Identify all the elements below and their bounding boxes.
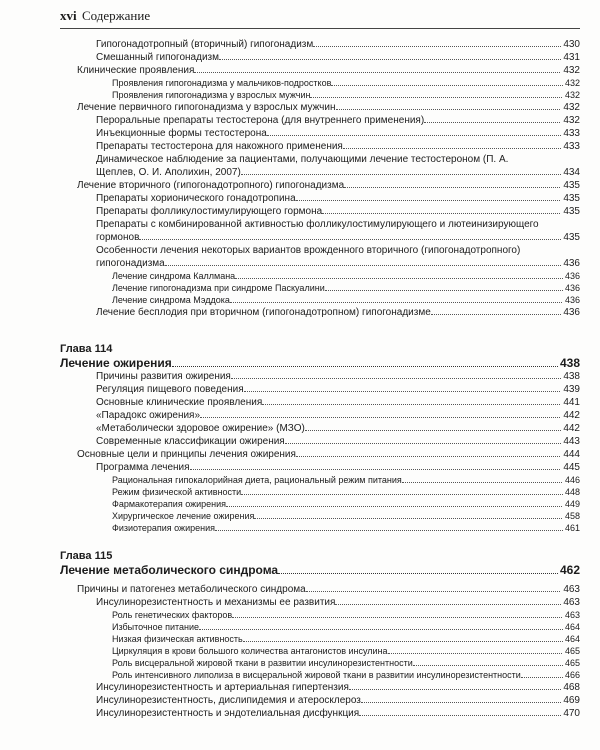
toc-entry-title: Основные цели и принципы лечения ожирения — [77, 449, 296, 460]
toc-entry-page: 466 — [564, 670, 580, 680]
toc-entry-title: Роль генетических факторов — [112, 610, 233, 620]
toc-entry-page: 439 — [563, 384, 580, 395]
chapter-title[interactable] — [60, 356, 580, 370]
toc-entry-page: 431 — [563, 52, 580, 63]
toc-entry-title: Пероральные препараты тестостерона (для внутреннего применения) — [96, 115, 425, 126]
toc-entry-title: «Метаболически здоровое ожирение» (МЗО) — [96, 423, 305, 434]
toc-entry-title: Инсулинорезистентность, дислипидемия и атеросклероз — [96, 695, 361, 706]
toc-entry-title: Причины и патогенез метаболического синдрома — [77, 584, 306, 595]
chapter-page: 462 — [559, 563, 580, 577]
toc-entry[interactable] — [77, 583, 580, 596]
toc-entry-page: 436 — [564, 283, 580, 293]
toc-entry[interactable] — [112, 657, 580, 669]
toc-entry[interactable] — [96, 396, 580, 409]
toc-entry-page: 469 — [563, 695, 580, 706]
toc-entry[interactable] — [96, 409, 580, 422]
toc-entry-page: 445 — [563, 462, 580, 473]
toc-entry-page: 449 — [564, 499, 580, 509]
toc-entry-title: Хирургическое лечение ожирения — [112, 511, 255, 521]
toc-entry-title: Низкая физическая активность — [112, 634, 243, 644]
toc-entry-page: 448 — [564, 487, 580, 497]
toc-entry-page: 430 — [563, 39, 580, 50]
chapter-label: Глава 115 — [60, 550, 113, 562]
toc-entry-page: 446 — [564, 475, 580, 485]
toc-entry-title: Современные классификации ожирения — [96, 436, 285, 447]
toc-entry-page: 432 — [563, 102, 580, 113]
toc-entry[interactable] — [112, 633, 580, 645]
toc-entry-page: 464 — [564, 622, 580, 632]
toc-entry-page: 468 — [563, 682, 580, 693]
chapter-title[interactable] — [60, 563, 580, 577]
toc-entry-page: 436 — [563, 258, 580, 269]
toc-entry-page: 465 — [564, 646, 580, 656]
chapter-label: Глава 114 — [60, 343, 113, 355]
toc-entry[interactable] — [77, 101, 580, 114]
toc-entry-page: 463 — [564, 610, 580, 620]
toc-entry-title: Лечение вторичного (гипогонадотропного) гипогонадизма — [77, 180, 345, 191]
toc-entry[interactable] — [112, 669, 580, 681]
toc-entry-title: Клинические проявления — [77, 65, 195, 76]
toc-entry-title: Лечение синдрома Мэддока — [112, 295, 230, 305]
toc-entry-title: «Парадокс ожирения» — [96, 410, 201, 421]
toc-entry-title: Роль висцеральной жировой ткани в развитии инсулинорезистентности — [112, 658, 413, 668]
toc-entry[interactable] — [96, 370, 580, 383]
toc-entry[interactable] — [96, 140, 580, 153]
toc-entry[interactable] — [112, 474, 580, 486]
toc-entry-title: Регуляция пищевого поведения — [96, 384, 244, 395]
toc-entry-title: Основные клинические проявления — [96, 397, 263, 408]
toc-entry-page: 442 — [563, 423, 580, 434]
page-number: xvi — [60, 8, 77, 23]
toc-entry-title: Избыточное питание — [112, 622, 200, 632]
toc-entry[interactable] — [112, 621, 580, 633]
running-title: Содержание — [82, 8, 151, 23]
toc-entry-page: 432 — [564, 78, 580, 88]
toc-entry[interactable] — [112, 609, 580, 621]
toc-entry[interactable] — [112, 510, 580, 522]
toc-entry-title: Программа лечения — [96, 462, 190, 473]
toc-entry-title: Лечение первичного гипогонадизма у взрослых мужчин — [77, 102, 336, 113]
toc-entry-page: 433 — [563, 141, 580, 152]
toc-entry-title: Рациональная гипокалорийная диета, рациональный режим питания — [112, 475, 402, 485]
toc-entry[interactable] — [96, 153, 580, 179]
toc-entry[interactable] — [96, 306, 580, 319]
toc-entry[interactable] — [96, 461, 580, 474]
toc-entry-page: 458 — [564, 511, 580, 521]
toc-entry[interactable] — [112, 282, 580, 294]
toc-entry[interactable] — [112, 270, 580, 282]
toc-entry[interactable] — [96, 114, 580, 127]
toc-entry[interactable] — [112, 77, 580, 89]
toc-entry[interactable] — [96, 422, 580, 435]
toc-entry[interactable] — [77, 179, 580, 192]
toc-entry-title: Особенности лечения некоторых вариантов врожденного вторичного (гипогонадотропного) гипогонадизма — [96, 244, 546, 270]
toc-entry-title: Смешанный гипогонадизм — [96, 52, 220, 63]
toc-entry[interactable] — [112, 486, 580, 498]
toc-entry[interactable] — [96, 192, 580, 205]
toc-entry-title: Препараты тестостерона для накожного применения — [96, 141, 343, 152]
header-rule — [60, 28, 580, 29]
toc-entry-page: 432 — [563, 115, 580, 126]
toc-entry-page: 464 — [564, 634, 580, 644]
toc-entry-title: Препараты хорионического гонадотропина — [96, 193, 296, 204]
toc-entry[interactable] — [96, 596, 580, 609]
toc-entry-page: 438 — [563, 371, 580, 382]
toc-entry[interactable] — [96, 383, 580, 396]
toc-entry-title: Препараты фолликулостимулирующего гормона — [96, 206, 323, 217]
toc-entry-page: 435 — [563, 193, 580, 204]
toc-entry-page: 470 — [563, 708, 580, 719]
toc-entry[interactable] — [96, 681, 580, 694]
toc-entry-title: Лечение бесплодия при вторичном (гипогонадотропном) гипогонадизме — [96, 307, 431, 318]
toc-entry-title: Проявления гипогонадизма у мальчиков-подростков — [112, 78, 332, 88]
toc-entry-page: 436 — [563, 307, 580, 318]
toc-entry-title: Причины развития ожирения — [96, 371, 231, 382]
toc-entry[interactable] — [96, 244, 580, 270]
toc-entry-page: 441 — [563, 397, 580, 408]
toc-entry[interactable] — [96, 218, 580, 244]
toc-entry-title: Фармакотерапия ожирения — [112, 499, 227, 509]
toc-entry-title: Роль интенсивного липолиза в висцеральной жировой ткани в развитии инсулинорезистентности — [112, 670, 521, 680]
toc-entry[interactable] — [77, 64, 580, 77]
chapter-title-text: Лечение метаболического синдрома — [60, 563, 279, 577]
toc-entry-page: 444 — [563, 449, 580, 460]
toc-entry-title: Лечение гипогонадизма при синдроме Паскуалини — [112, 283, 325, 293]
toc-entry-title: Проявления гипогонадизма у взрослых мужчин — [112, 90, 311, 100]
toc-entry-title: Инъекционные формы тестостерона — [96, 128, 267, 139]
toc-entry[interactable] — [77, 448, 580, 461]
toc-entry-page: 432 — [563, 65, 580, 76]
toc-entry-page: 442 — [563, 410, 580, 421]
toc-entry-title: Физиотерапия ожирения — [112, 523, 215, 533]
toc-entry-title: Препараты с комбинированной активностью фолликулостимулирующего и лютеинизирующего гормонов — [96, 218, 546, 244]
toc-entry-page: 435 — [563, 232, 580, 243]
toc-entry-page: 461 — [564, 523, 580, 533]
toc-entry-title: Гипогонадотропный (вторичный) гипогонадизм — [96, 39, 314, 50]
toc-entry-title: Инсулинорезистентность и механизмы ее развития — [96, 597, 336, 608]
toc-entry-page: 435 — [563, 180, 580, 191]
toc-entry-page: 436 — [564, 271, 580, 281]
toc-entry-page: 435 — [563, 206, 580, 217]
chapter-title-text: Лечение ожирения — [60, 356, 172, 370]
page-header — [60, 8, 580, 30]
toc-entry[interactable] — [96, 38, 580, 51]
toc-entry-page: 434 — [563, 167, 580, 178]
toc-entry[interactable] — [96, 694, 580, 707]
toc-entry[interactable] — [96, 51, 580, 64]
toc-entry[interactable] — [112, 294, 580, 306]
toc-entry-title: Инсулинорезистентность и артериальная гипертензия — [96, 682, 349, 693]
toc-entry-page: 436 — [564, 295, 580, 305]
toc-entry[interactable] — [96, 707, 580, 720]
toc-entry-page: 432 — [564, 90, 580, 100]
toc-entry-page: 463 — [563, 584, 580, 595]
toc-entry-title: Динамическое наблюдение за пациентами, получающими лечение тестостероном (П. А. Щеплев, О. И. Аполихин, 2007) — [96, 153, 546, 179]
toc-entry[interactable] — [112, 522, 580, 534]
toc-entry-page: 465 — [564, 658, 580, 668]
toc-entry-title: Лечение синдрома Каллмана — [112, 271, 236, 281]
toc-entry[interactable] — [96, 205, 580, 218]
toc-entry-title: Циркуляция в крови большого количества антагонистов инсулина — [112, 646, 388, 656]
toc-entry-page: 433 — [563, 128, 580, 139]
toc-entry-title: Инсулинорезистентность и эндотелиальная дисфункция — [96, 708, 360, 719]
toc-entry[interactable] — [96, 435, 580, 448]
toc-entry-title: Режим физической активности — [112, 487, 242, 497]
toc-entry[interactable] — [112, 89, 580, 101]
chapter-page: 438 — [559, 356, 580, 370]
toc-entry-page: 443 — [563, 436, 580, 447]
toc-entry[interactable] — [112, 498, 580, 510]
toc-entry[interactable] — [96, 127, 580, 140]
toc-entry-page: 463 — [563, 597, 580, 608]
toc-entry[interactable] — [112, 645, 580, 657]
